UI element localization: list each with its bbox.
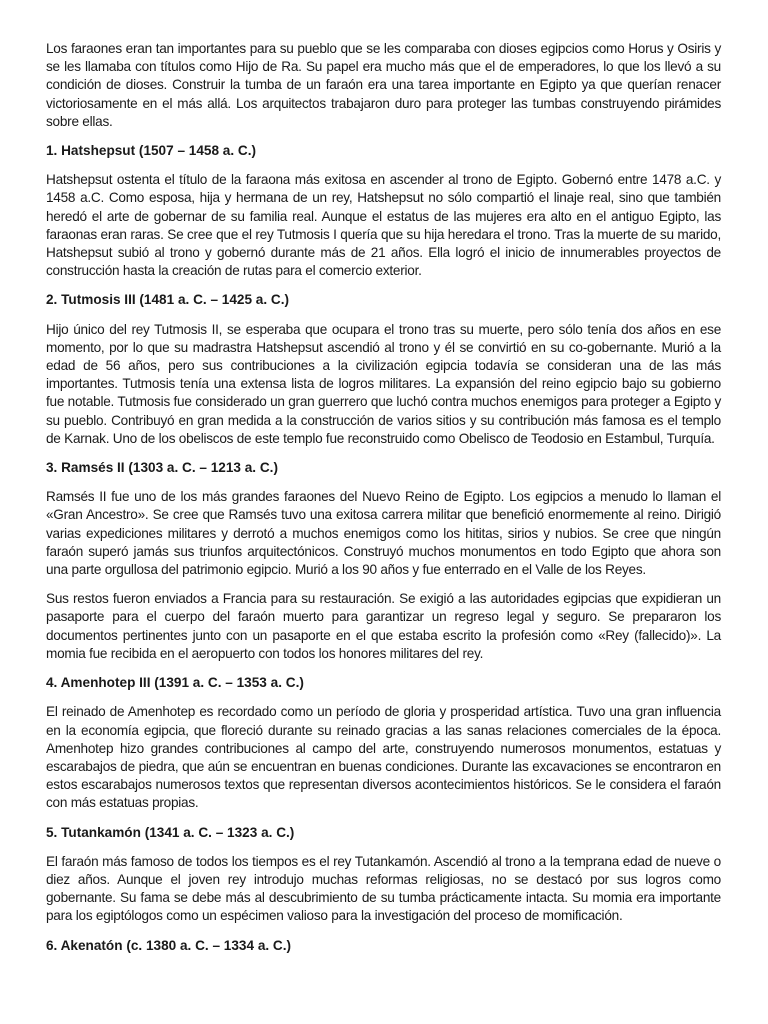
section-paragraph-ramses-1: Ramsés II fue uno de los más grandes faraones del Nuevo Reino de Egipto. Los egipcios a menudo lo llaman el «Gran Ancestro». Se cree que Ramsés tuvo una exitosa carrera militar que benefició enormemente al reino. Dirigió varias expediciones militares y derrotó a muchos enemigos como los hititas, sirios y nubios. Se cree que ningún faraón superó jamás sus triunfos arquitectónicos. Construyó muchos monumentos en todo Egipto que ahora son una parte orgullosa del patrimonio egipcio. Murió a los 90 años y fue enterrado en el Valle de los Reyes.	[46, 489, 721, 578]
section-heading-hatshepsut: 1. Hatshepsut (1507 – 1458 a. C.)	[46, 143, 257, 159]
intro-paragraph: Los faraones eran tan importantes para su pueblo que se les comparaba con dioses egipcios como Horus y Osiris y se les llamaba con títulos como Hijo de Ra. Su papel era mucho más que el de emperadores, lo que los llevó a su condición de dioses. Construir la tumba de un faraón era una tarea importante en Egipto ya que querían renacer victoriosamente en el más allá. Los arquitectos trabajaron duro para proteger las tumbas construyendo pirámides sobre ellas.	[46, 41, 721, 129]
section-heading-akenaton: 6. Akenatón (c. 1380 a. C. – 1334 a. C.)	[46, 937, 292, 953]
section-paragraph-hatshepsut: Hatshepsut ostenta el título de la faraona más exitosa en ascender al trono de Egipto. Gobernó entre 1478 a.C. y 1458 a.C. Como esposa, hija y hermana de un rey, Hatshepsut no sólo compartió el linaje real, sino que también heredó el arte de gobernar de su familia real. Aunque el estatus de las mujeres era alto en el antiguo Egipto, las faraonas eran raras. Se cree que el rey Tutmosis I quería que su hija heredara el trono. Tras la muerte de su marido, Hatshepsut subió al trono y gobernó durante más de 21 años. Ella logró el inicio de innumerables proyectos de construcción hasta la creación de rutas para el comercio exterior.	[46, 172, 721, 279]
section-heading-amenhotep: 4. Amenhotep III (1391 a. C. – 1353 a. C.)	[46, 675, 304, 691]
section-heading-tutmosis: 2. Tutmosis III (1481 a. C. – 1425 a. C.)	[46, 292, 290, 308]
document-page	[46, 40, 721, 966]
section-paragraph-amenhotep: El reinado de Amenhotep es recordado como un período de gloria y prosperidad artística. Tuvo una gran influencia en la economía egipcia, que floreció durante su reinado gracias a las sanas relaciones comerciales de la época. Amenhotep hizo grandes contribuciones al campo del arte, construyendo numerosos monumentos, estatuas y escarabajos de piedra, que aún se encuentran en buenas condiciones. Durante las excavaciones se encontraron en estos escarabajos numerosos textos que representan diversos acontecimientos históricos. Se le considera el faraón con más estatuas propias.	[46, 704, 721, 811]
section-paragraph-tutankamon: El faraón más famoso de todos los tiempos es el rey Tutankamón. Ascendió al trono a la temprana edad de nueve o diez años. Aunque el joven rey introdujo muchas reformas religiosas, no se destacó por sus logros como gobernante. Su fama se debe más al descubrimiento de su tumba prácticamente intacta. Su momia era importante para los egiptólogos como un espécimen valioso para la investigación del proceso de momificación.	[46, 853, 721, 924]
section-heading-ramses: 3. Ramsés II (1303 a. C. – 1213 a. C.)	[46, 460, 278, 476]
section-paragraph-tutmosis: Hijo único del rey Tutmosis II, se esperaba que ocupara el trono tras su muerte, pero sólo tenía dos años en ese momento, por lo que su madrastra Hatshepsut ascendió al trono y él se convirtió en su co-gobernante. Murió a la edad de 56 años, pero sus contribuciones a la civilización egipcia todavía se consideran una de las más importantes. Tutmosis tenía una extensa lista de logros militares. La expansión del reino egipcio bajo su gobierno fue notable. Tutmosis fue considerado un gran guerrero que luchó contra muchos enemigos para proteger a Egipto y su pueblo. Contribuyó en gran medida a la construcción de varios sitios y su contribución más famosa es el templo de Karnak. Uno de los obeliscos de este templo fue reconstruido como Obelisco de Teodosio en Estambul, Turquía.	[46, 321, 721, 446]
section-paragraph-ramses-2: Sus restos fueron enviados a Francia para su restauración. Se exigió a las autoridades egipcias que expidieran un pasaporte para el cuerpo del faraón muerto para garantizar un regreso legal y seguro. Se prepararon los documentos pertinentes junto con un pasaporte en el que estaba escrito la profesión como «Rey (fallecido)». La momia fue recibida en el aeropuerto con todos los honores militares del rey.	[46, 591, 721, 661]
section-heading-tutankamon: 5. Tutankamón (1341 a. C. – 1323 a. C.)	[46, 824, 295, 840]
